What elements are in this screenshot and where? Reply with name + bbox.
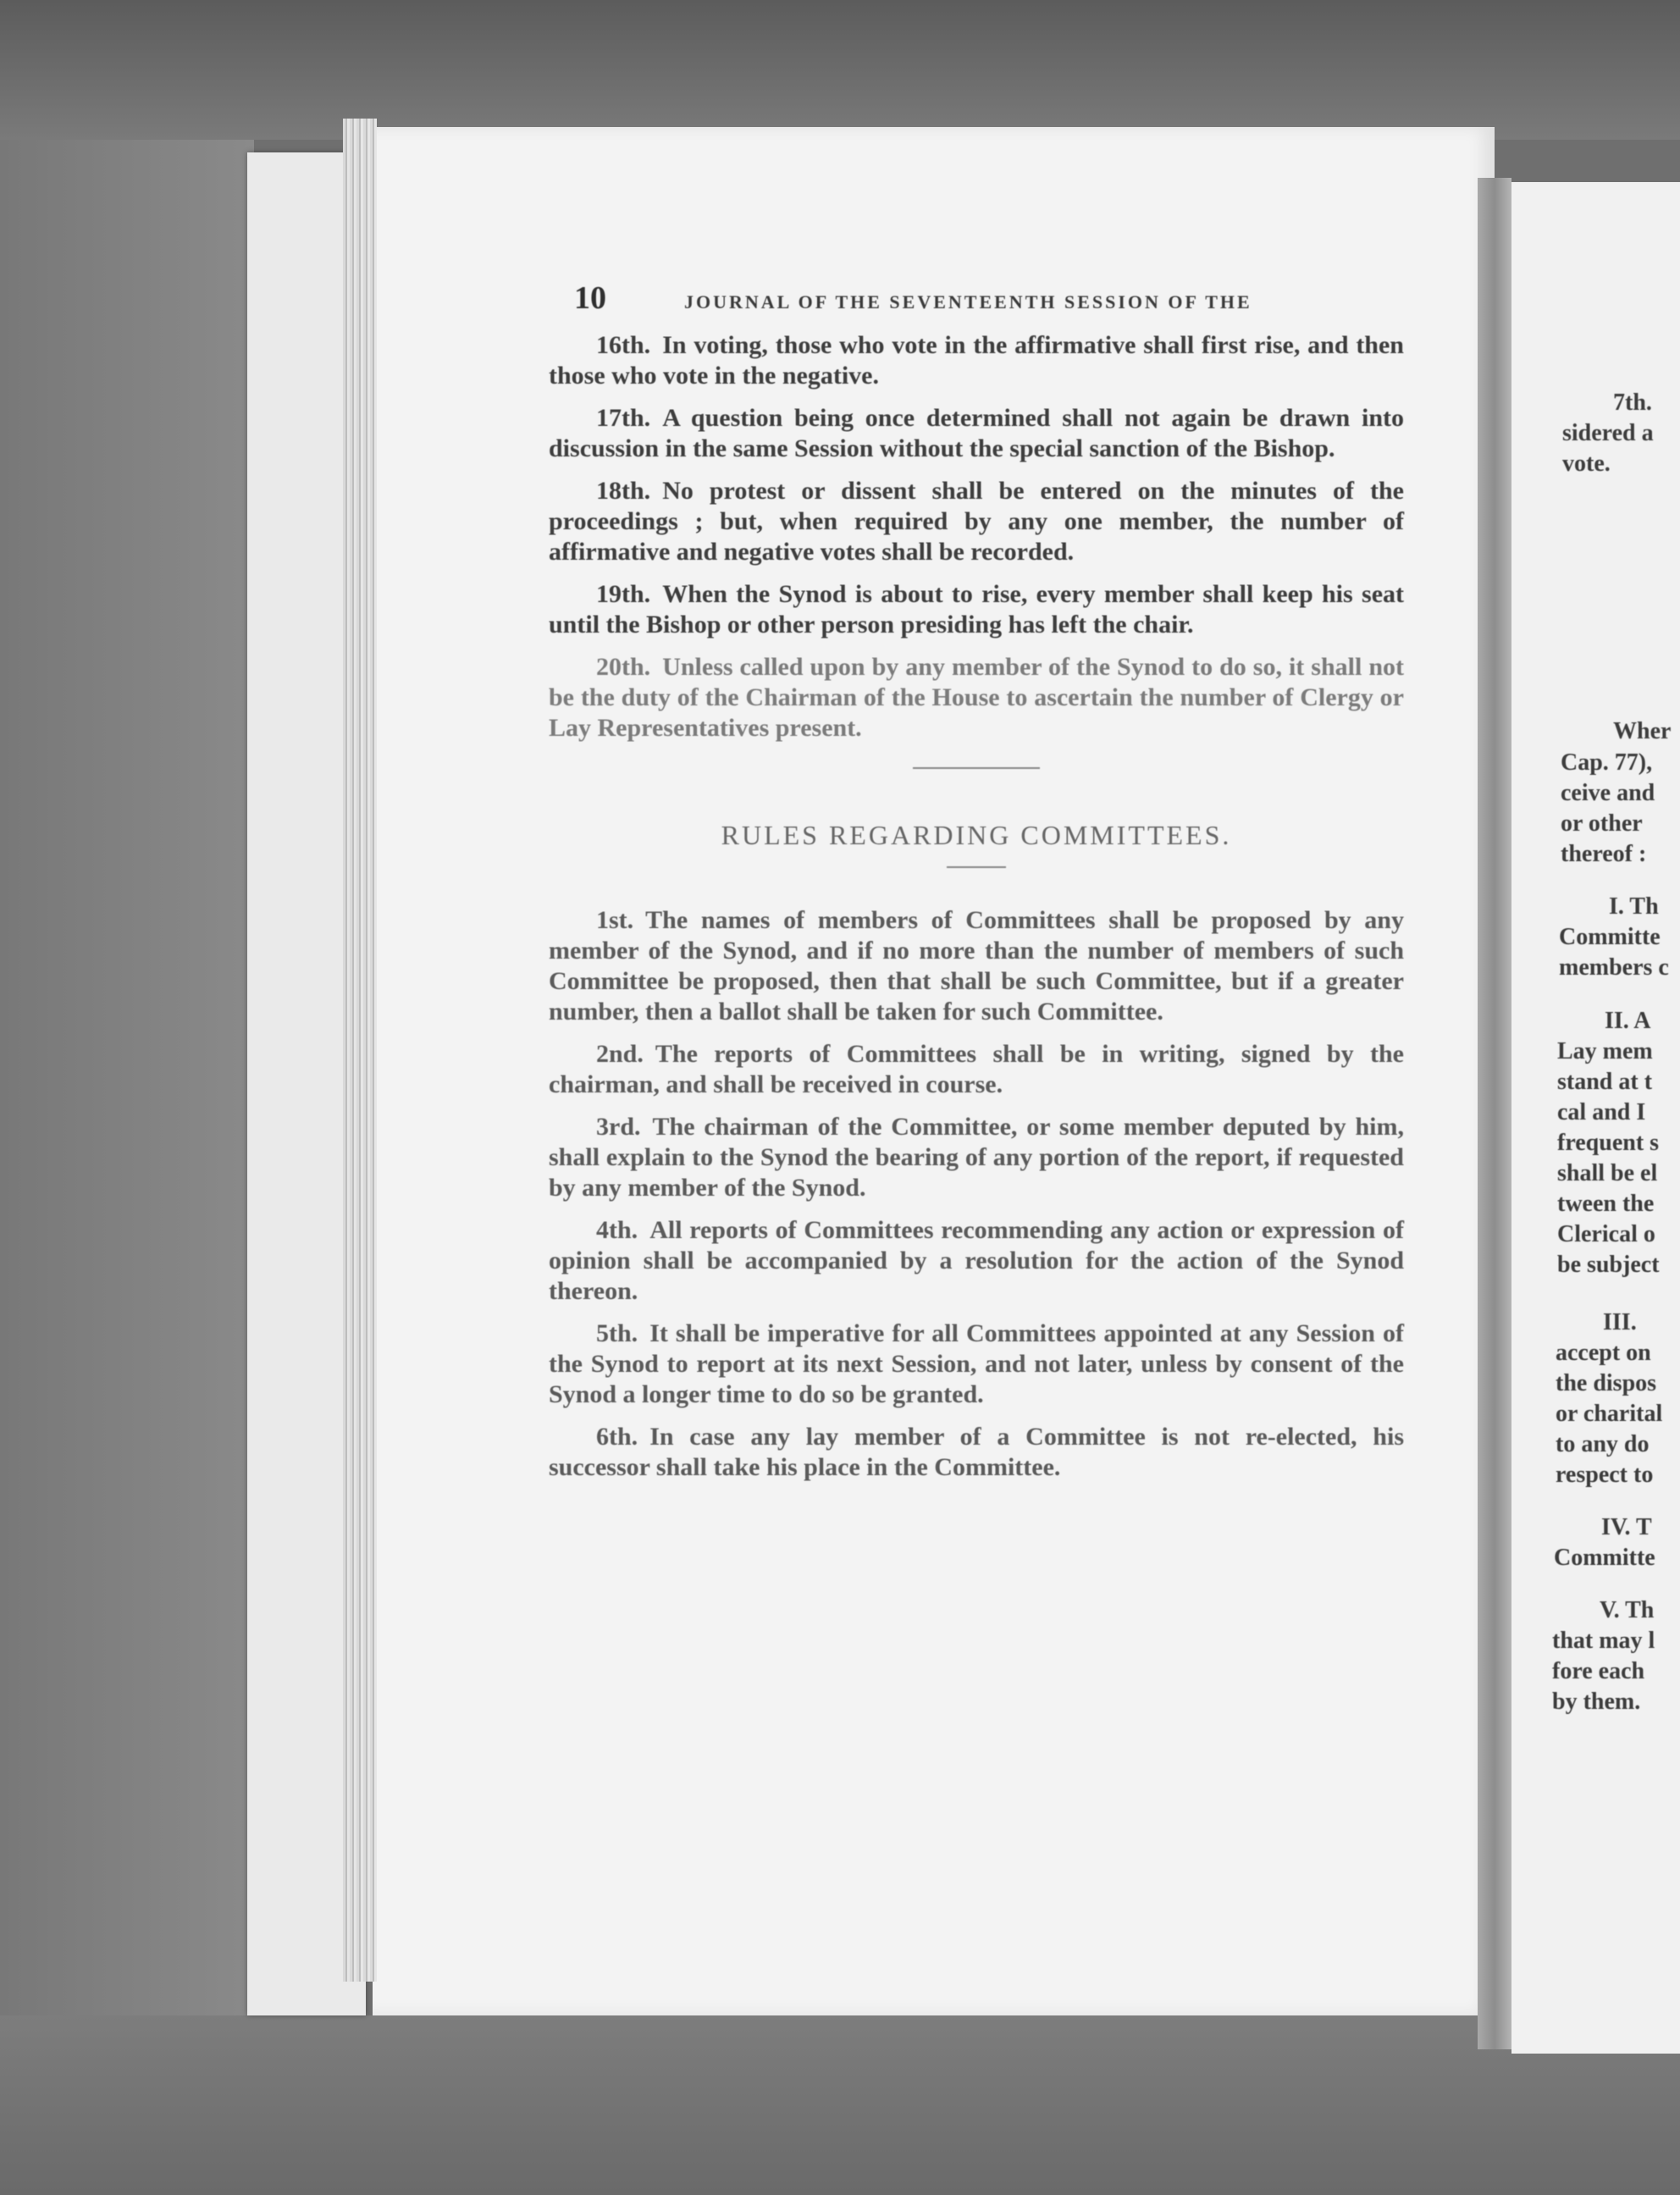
scanner-backdrop-top [0,0,1680,140]
rule-text: All reports of Committees recommending any action or expression of opinion shall be accompanied by a resolution for the action of the Synod thereon. [549,1216,1404,1305]
right-page-line: vote. [1562,451,1611,477]
running-head-title: JOURNAL OF THE SEVENTEENTH SESSION OF THE [684,291,1252,312]
rule-paragraph [549,579,1404,640]
rule-number: 20th. [596,653,651,681]
standing-rules [549,330,1404,744]
right-page-line: tween the [1557,1191,1655,1217]
right-page-line: cal and I [1557,1099,1646,1125]
rule-text: Unless called upon by any member of the Synod to do so, it shall not be the duty of the Chairman of the House to ascertain the number of Clergy or Lay Representatives present. [549,653,1404,742]
right-page-line: fore each [1552,1658,1645,1684]
rule-number: 4th. [596,1216,638,1244]
page-number: 10 [574,280,606,316]
right-page-line: stand at t [1557,1069,1653,1095]
right-page-line: IV. T [1601,1514,1652,1540]
right-page-line: be subject [1557,1252,1660,1278]
rule-number: 6th. [596,1423,638,1451]
rule-paragraph [549,330,1404,391]
rule-text: No protest or dissent shall be entered on the minutes of the proceedings ; but, when required by any one member, the number of affirmative and negative votes shall be recorded. [549,477,1404,566]
right-page-line: V. Th [1600,1597,1655,1623]
rule-number: 1st. [596,906,634,934]
rule-text: A question being once determined shall not again be drawn into discussion in the same Session without the special sanction of the Bishop. [549,404,1404,462]
right-page-line: that may l [1552,1628,1655,1654]
right-page-line: ceive and [1561,780,1655,806]
right-page-line: shall be el [1557,1160,1658,1186]
rule-number: 17th. [596,404,651,432]
rule-number: 18th. [596,477,651,505]
right-page-line: Cap. 77), [1561,749,1653,776]
rule-number: 2nd. [596,1040,644,1068]
committee-rule-paragraph [549,1422,1404,1483]
rule-text: When the Synod is about to rise, every member shall keep his seat until the Bishop or other person presiding has left the chair. [549,580,1404,639]
rule-text: The chairman of the Committee, or some member deputed by him, shall explain to the Synod the bearing of any portion of the report, if requested by any member of the Synod. [549,1113,1404,1202]
right-page-line: respect to [1556,1462,1654,1488]
right-page-line: Clerical o [1557,1221,1655,1247]
rule-number: 3rd. [596,1113,641,1141]
divider-rule-short [947,866,1006,868]
committee-rule-paragraph [549,1039,1404,1100]
right-page-line: members c [1559,954,1669,981]
rule-number: 5th. [596,1319,638,1347]
rule-number: 16th. [596,331,651,359]
right-page-line: Wher [1613,718,1672,744]
rule-text: It shall be imperative for all Committees appointed at any Session of the Synod to report at its next Session, and not later, unless by consent of the Synod a longer time to do so be granted. [549,1319,1404,1408]
rule-text: The reports of Committees shall be in writing, signed by the chairman, and shall be received in course. [549,1040,1404,1098]
right-page-line: I. Th [1609,893,1659,920]
scanner-backdrop-left [0,140,254,2195]
committees-heading: RULES REGARDING COMMITTEES. [721,820,1232,850]
rule-text: In case any lay member of a Committee is not re-elected, his successor shall take his place in the Committee. [549,1423,1404,1481]
rule-number: 19th. [596,580,651,608]
rule-text: In voting, those who vote in the affirmative shall first rise, and then those who vote in the negative. [549,331,1404,390]
running-head [549,279,1404,330]
book-gutter [1478,178,1511,2049]
right-page-line: accept on [1556,1340,1651,1366]
page-edge-stack [343,119,377,1982]
right-page-line: by them. [1552,1689,1641,1715]
rule-paragraph [549,403,1404,464]
right-page-line: III. [1603,1309,1637,1335]
committee-rule-paragraph [549,905,1404,1027]
right-page-line: thereof : [1561,841,1647,867]
committee-rule-paragraph [549,1112,1404,1203]
right-page-line: the dispos [1556,1370,1657,1396]
divider-rule [913,767,1040,769]
committee-rule-paragraph [549,1215,1404,1307]
right-page-line: Lay mem [1557,1038,1653,1064]
right-page-line: sidered a [1562,420,1654,446]
right-page-line: or other [1561,810,1643,837]
right-page-line: to any do [1556,1431,1650,1457]
committee-rule-paragraph [549,1319,1404,1410]
right-page-line: or charital [1556,1401,1663,1427]
committee-rules [549,905,1404,1483]
rule-paragraph [549,476,1404,567]
rule-text: The names of members of Committees shall be proposed by any member of the Synod, and if no more than the number of members of such Committee be proposed, then that shall be such Committee, but if a greater number, then a ballot shall be taken for such Committee. [549,906,1404,1026]
rule-paragraph [549,652,1404,744]
right-page-line: 7th. [1613,390,1652,416]
scanner-backdrop-bottom [0,2015,1680,2195]
right-page-line: Committe [1554,1545,1655,1571]
left-page-text [549,279,1404,1495]
right-page-line: Committe [1559,924,1661,950]
right-page-line: frequent s [1557,1130,1660,1156]
right-page-line: II. A [1605,1008,1651,1034]
